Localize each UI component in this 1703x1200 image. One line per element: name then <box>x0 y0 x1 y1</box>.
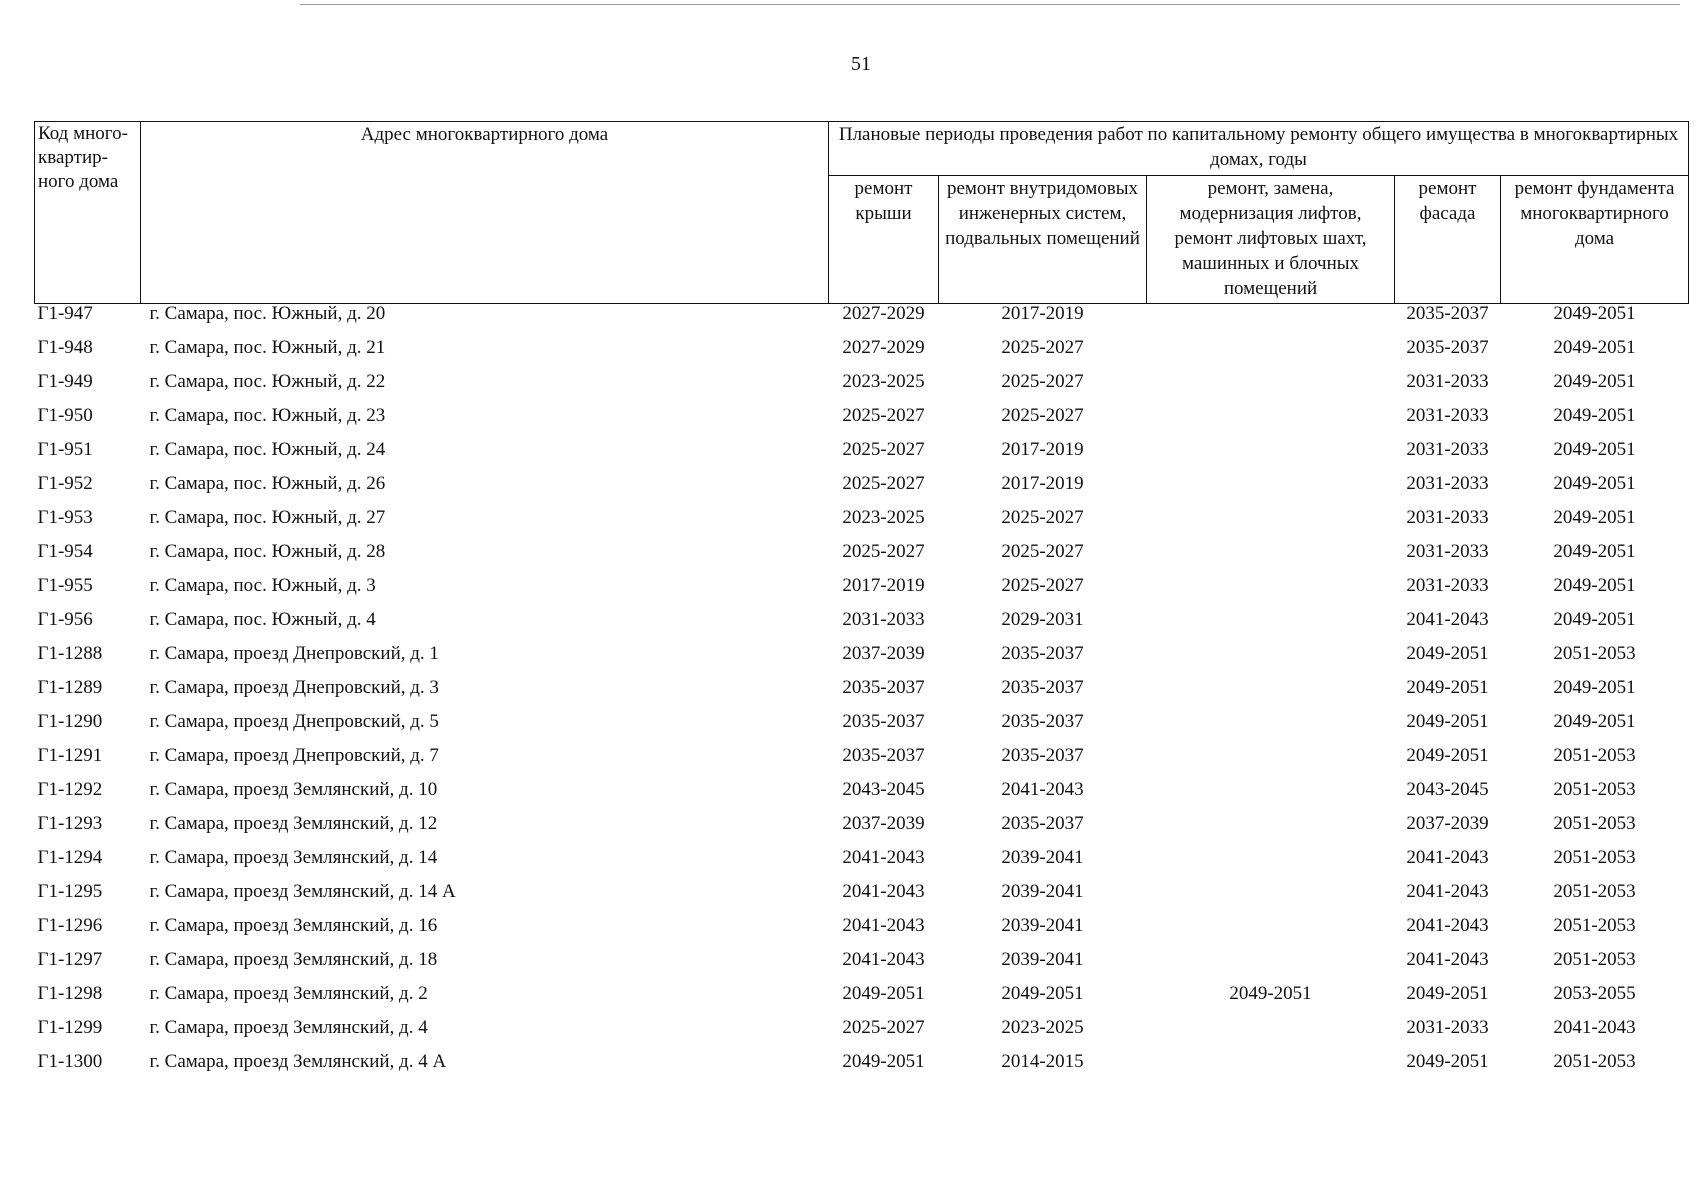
header-periods: Плановые периоды проведения работ по капитальному ремонту общего имущества в многоквартирных домах, годы <box>829 122 1689 176</box>
roof-cell: 2017-2019 <box>842 576 925 596</box>
code-cell: Г1-1297 <box>37 950 103 970</box>
elevators-cell <box>1147 950 1395 984</box>
table-header <box>35 122 1689 304</box>
roof-cell: 2035-2037 <box>842 746 925 766</box>
facade-cell: 2037-2039 <box>1406 814 1489 834</box>
header-facade: ремонт фасада <box>1395 176 1501 304</box>
code-cell: Г1-1292 <box>37 780 103 800</box>
table-row <box>35 814 1689 848</box>
table-row <box>35 644 1689 678</box>
foundation-cell: 2051-2053 <box>1553 814 1636 834</box>
facade-cell: 2041-2043 <box>1406 950 1489 970</box>
table-row <box>35 542 1689 576</box>
address-cell: г. Самара, пос. Южный, д. 23 <box>149 406 386 426</box>
roof-cell: 2023-2025 <box>842 508 925 528</box>
table-row <box>35 882 1689 916</box>
facade-cell: 2035-2037 <box>1406 303 1489 324</box>
header-foundation: ремонт фундамента многоквартирного дома <box>1501 176 1689 304</box>
foundation-cell: 2051-2053 <box>1553 848 1636 868</box>
facade-cell: 2049-2051 <box>1406 1052 1489 1072</box>
code-cell: Г1-1294 <box>37 848 103 868</box>
code-cell: Г1-950 <box>37 406 93 426</box>
code-cell: Г1-954 <box>37 542 93 562</box>
elevators-cell <box>1147 746 1395 780</box>
elevators-cell <box>1147 712 1395 746</box>
facade-cell: 2043-2045 <box>1406 780 1489 800</box>
address-cell: г. Самара, проезд Землянский, д. 10 <box>149 780 438 800</box>
foundation-cell: 2049-2051 <box>1553 610 1636 630</box>
elevators-cell <box>1147 338 1395 372</box>
address-cell: г. Самара, пос. Южный, д. 4 <box>149 610 376 630</box>
code-cell: Г1-1300 <box>37 1052 103 1072</box>
foundation-cell: 2049-2051 <box>1553 406 1636 426</box>
address-cell: г. Самара, пос. Южный, д. 20 <box>149 303 386 324</box>
foundation-cell: 2051-2053 <box>1553 882 1636 902</box>
roof-cell: 2041-2043 <box>842 882 925 902</box>
foundation-cell: 2049-2051 <box>1553 542 1636 562</box>
foundation-cell: 2051-2053 <box>1553 780 1636 800</box>
address-cell: г. Самара, проезд Землянский, д. 2 <box>149 984 428 1004</box>
roof-cell: 2041-2043 <box>842 916 925 936</box>
facade-cell: 2031-2033 <box>1406 406 1489 426</box>
foundation-cell: 2051-2053 <box>1553 1052 1636 1072</box>
engineering-cell: 2025-2027 <box>1001 542 1084 562</box>
foundation-cell: 2049-2051 <box>1553 712 1636 732</box>
table-body <box>35 304 1689 1087</box>
code-cell: Г1-949 <box>37 372 93 392</box>
roof-cell: 2027-2029 <box>842 303 925 324</box>
foundation-cell: 2041-2043 <box>1553 1018 1636 1038</box>
engineering-cell: 2041-2043 <box>1001 780 1084 800</box>
table-row <box>35 712 1689 746</box>
elevators-cell <box>1147 780 1395 814</box>
address-cell: г. Самара, проезд Землянский, д. 4 <box>149 1018 428 1038</box>
code-cell: Г1-953 <box>37 508 93 528</box>
engineering-cell: 2039-2041 <box>1001 882 1084 902</box>
engineering-cell: 2025-2027 <box>1001 406 1084 426</box>
facade-cell: 2049-2051 <box>1406 746 1489 766</box>
foundation-cell: 2049-2051 <box>1553 338 1636 358</box>
code-cell: Г1-951 <box>37 440 93 460</box>
address-cell: г. Самара, проезд Землянский, д. 18 <box>149 950 438 970</box>
elevators-cell <box>1147 474 1395 508</box>
foundation-cell: 2051-2053 <box>1553 950 1636 970</box>
header-elevators: ремонт, замена, модернизация лифтов, ремонт лифтовых шахт, машинных и блочных помещений <box>1147 176 1395 304</box>
foundation-cell: 2051-2053 <box>1553 746 1636 766</box>
roof-cell: 2037-2039 <box>842 644 925 664</box>
elevators-cell <box>1147 610 1395 644</box>
table-row <box>35 916 1689 950</box>
roof-cell: 2025-2027 <box>842 474 925 494</box>
roof-cell: 2031-2033 <box>842 610 925 630</box>
header-roof: ремонт крыши <box>829 176 939 304</box>
address-cell: г. Самара, проезд Днепровский, д. 1 <box>149 644 439 664</box>
table-row <box>35 1018 1689 1052</box>
engineering-cell: 2049-2051 <box>1001 984 1084 1004</box>
roof-cell: 2043-2045 <box>842 780 925 800</box>
roof-cell: 2041-2043 <box>842 950 925 970</box>
engineering-cell: 2035-2037 <box>1001 678 1084 698</box>
engineering-cell: 2017-2019 <box>1001 440 1084 460</box>
roof-cell: 2035-2037 <box>842 678 925 698</box>
address-cell: г. Самара, проезд Днепровский, д. 7 <box>149 746 439 766</box>
foundation-cell: 2049-2051 <box>1553 440 1636 460</box>
engineering-cell: 2035-2037 <box>1001 746 1084 766</box>
engineering-cell: 2025-2027 <box>1001 508 1084 528</box>
facade-cell: 2031-2033 <box>1406 1018 1489 1038</box>
elevators-cell <box>1147 882 1395 916</box>
address-cell: г. Самара, пос. Южный, д. 27 <box>149 508 386 528</box>
code-cell: Г1-1289 <box>37 678 103 698</box>
table-row <box>35 508 1689 542</box>
roof-cell: 2027-2029 <box>842 338 925 358</box>
header-engineering: ремонт внутридомовых инженерных систем, подвальных помещений <box>939 176 1147 304</box>
address-cell: г. Самара, пос. Южный, д. 21 <box>149 338 386 358</box>
address-cell: г. Самара, пос. Южный, д. 22 <box>149 372 386 392</box>
code-cell: Г1-948 <box>37 338 93 358</box>
table-row <box>35 1052 1689 1086</box>
code-cell: Г1-1298 <box>37 984 103 1004</box>
address-cell: г. Самара, проезд Землянский, д. 14 А <box>149 882 456 902</box>
engineering-cell: 2029-2031 <box>1001 610 1084 630</box>
elevators-cell <box>1147 576 1395 610</box>
repair-schedule-table <box>34 121 1689 1086</box>
foundation-cell: 2049-2051 <box>1553 372 1636 392</box>
facade-cell: 2031-2033 <box>1406 474 1489 494</box>
foundation-cell: 2049-2051 <box>1553 474 1636 494</box>
engineering-cell: 2039-2041 <box>1001 848 1084 868</box>
address-cell: г. Самара, проезд Землянский, д. 4 А <box>149 1052 447 1072</box>
roof-cell: 2025-2027 <box>842 406 925 426</box>
elevators-cell <box>1147 406 1395 440</box>
elevators-cell <box>1147 814 1395 848</box>
address-cell: г. Самара, проезд Землянский, д. 14 <box>149 848 438 868</box>
table-row <box>35 440 1689 474</box>
engineering-cell: 2039-2041 <box>1001 916 1084 936</box>
table-row <box>35 678 1689 712</box>
elevators-cell <box>1147 848 1395 882</box>
foundation-cell: 2049-2051 <box>1553 303 1636 324</box>
code-cell: Г1-1296 <box>37 916 103 936</box>
code-cell: Г1-1293 <box>37 814 103 834</box>
facade-cell: 2041-2043 <box>1406 610 1489 630</box>
code-cell: Г1-955 <box>37 576 93 596</box>
roof-cell: 2049-2051 <box>842 984 925 1004</box>
code-cell: Г1-1290 <box>37 712 103 732</box>
elevators-cell <box>1147 678 1395 712</box>
code-cell: Г1-1288 <box>37 644 103 664</box>
facade-cell: 2031-2033 <box>1406 576 1489 596</box>
facade-cell: 2049-2051 <box>1406 644 1489 664</box>
roof-cell: 2049-2051 <box>842 1052 925 1072</box>
foundation-cell: 2051-2053 <box>1553 644 1636 664</box>
facade-cell: 2049-2051 <box>1406 678 1489 698</box>
facade-cell: 2049-2051 <box>1406 712 1489 732</box>
engineering-cell: 2023-2025 <box>1001 1018 1084 1038</box>
address-cell: г. Самара, пос. Южный, д. 24 <box>149 440 386 460</box>
facade-cell: 2031-2033 <box>1406 372 1489 392</box>
code-cell: Г1-1299 <box>37 1018 103 1038</box>
facade-cell: 2031-2033 <box>1406 542 1489 562</box>
roof-cell: 2035-2037 <box>842 712 925 732</box>
roof-cell: 2041-2043 <box>842 848 925 868</box>
foundation-cell: 2049-2051 <box>1553 576 1636 596</box>
table-row <box>35 746 1689 780</box>
facade-cell: 2031-2033 <box>1406 508 1489 528</box>
engineering-cell: 2035-2037 <box>1001 644 1084 664</box>
code-cell: Г1-956 <box>37 610 93 630</box>
page-number: 51 <box>851 53 871 75</box>
table-row <box>35 780 1689 814</box>
roof-cell: 2023-2025 <box>842 372 925 392</box>
elevators-cell <box>1147 508 1395 542</box>
code-cell: Г1-947 <box>37 303 93 324</box>
facade-cell: 2031-2033 <box>1406 440 1489 460</box>
elevators-cell <box>1147 304 1395 339</box>
facade-cell: 2041-2043 <box>1406 916 1489 936</box>
table-row <box>35 304 1689 339</box>
facade-cell: 2035-2037 <box>1406 338 1489 358</box>
address-cell: г. Самара, проезд Днепровский, д. 5 <box>149 712 439 732</box>
engineering-cell: 2035-2037 <box>1001 712 1084 732</box>
address-cell: г. Самара, проезд Землянский, д. 16 <box>149 916 438 936</box>
table-row <box>35 576 1689 610</box>
table-row <box>35 474 1689 508</box>
facade-cell: 2041-2043 <box>1406 882 1489 902</box>
top-border-line <box>300 4 1680 5</box>
engineering-cell: 2025-2027 <box>1001 372 1084 392</box>
table-row <box>35 372 1689 406</box>
roof-cell: 2025-2027 <box>842 542 925 562</box>
engineering-cell: 2035-2037 <box>1001 814 1084 834</box>
foundation-cell: 2051-2053 <box>1553 916 1636 936</box>
foundation-cell: 2049-2051 <box>1553 508 1636 528</box>
roof-cell: 2025-2027 <box>842 440 925 460</box>
engineering-cell: 2017-2019 <box>1001 474 1084 494</box>
code-cell: Г1-1295 <box>37 882 103 902</box>
elevators-cell <box>1147 372 1395 406</box>
address-cell: г. Самара, проезд Днепровский, д. 3 <box>149 678 439 698</box>
table-row <box>35 950 1689 984</box>
header-code: Код много-квартир-ного дома <box>35 122 141 304</box>
roof-cell: 2025-2027 <box>842 1018 925 1038</box>
table-row <box>35 406 1689 440</box>
table-row <box>35 338 1689 372</box>
header-address: Адрес многоквартирного дома <box>141 122 829 304</box>
address-cell: г. Самара, пос. Южный, д. 26 <box>149 474 386 494</box>
address-cell: г. Самара, пос. Южный, д. 3 <box>149 576 376 596</box>
elevators-cell <box>1147 644 1395 678</box>
facade-cell: 2049-2051 <box>1406 984 1489 1004</box>
elevators-cell <box>1147 916 1395 950</box>
table-row <box>35 848 1689 882</box>
elevators-cell <box>1147 440 1395 474</box>
engineering-cell: 2025-2027 <box>1001 576 1084 596</box>
table-row <box>35 984 1689 1018</box>
table-row <box>35 610 1689 644</box>
facade-cell: 2041-2043 <box>1406 848 1489 868</box>
elevators-cell <box>1147 1018 1395 1052</box>
foundation-cell: 2049-2051 <box>1553 678 1636 698</box>
code-cell: Г1-1291 <box>37 746 103 766</box>
engineering-cell: 2039-2041 <box>1001 950 1084 970</box>
engineering-cell: 2017-2019 <box>1001 303 1084 324</box>
engineering-cell: 2025-2027 <box>1001 338 1084 358</box>
roof-cell: 2037-2039 <box>842 814 925 834</box>
address-cell: г. Самара, пос. Южный, д. 28 <box>149 542 386 562</box>
foundation-cell: 2053-2055 <box>1553 984 1636 1004</box>
elevators-cell <box>1147 1052 1395 1086</box>
address-cell: г. Самара, проезд Землянский, д. 12 <box>149 814 438 834</box>
engineering-cell: 2014-2015 <box>1001 1052 1084 1072</box>
elevators-cell: 2049-2051 <box>1229 984 1312 1004</box>
elevators-cell <box>1147 542 1395 576</box>
code-cell: Г1-952 <box>37 474 93 494</box>
